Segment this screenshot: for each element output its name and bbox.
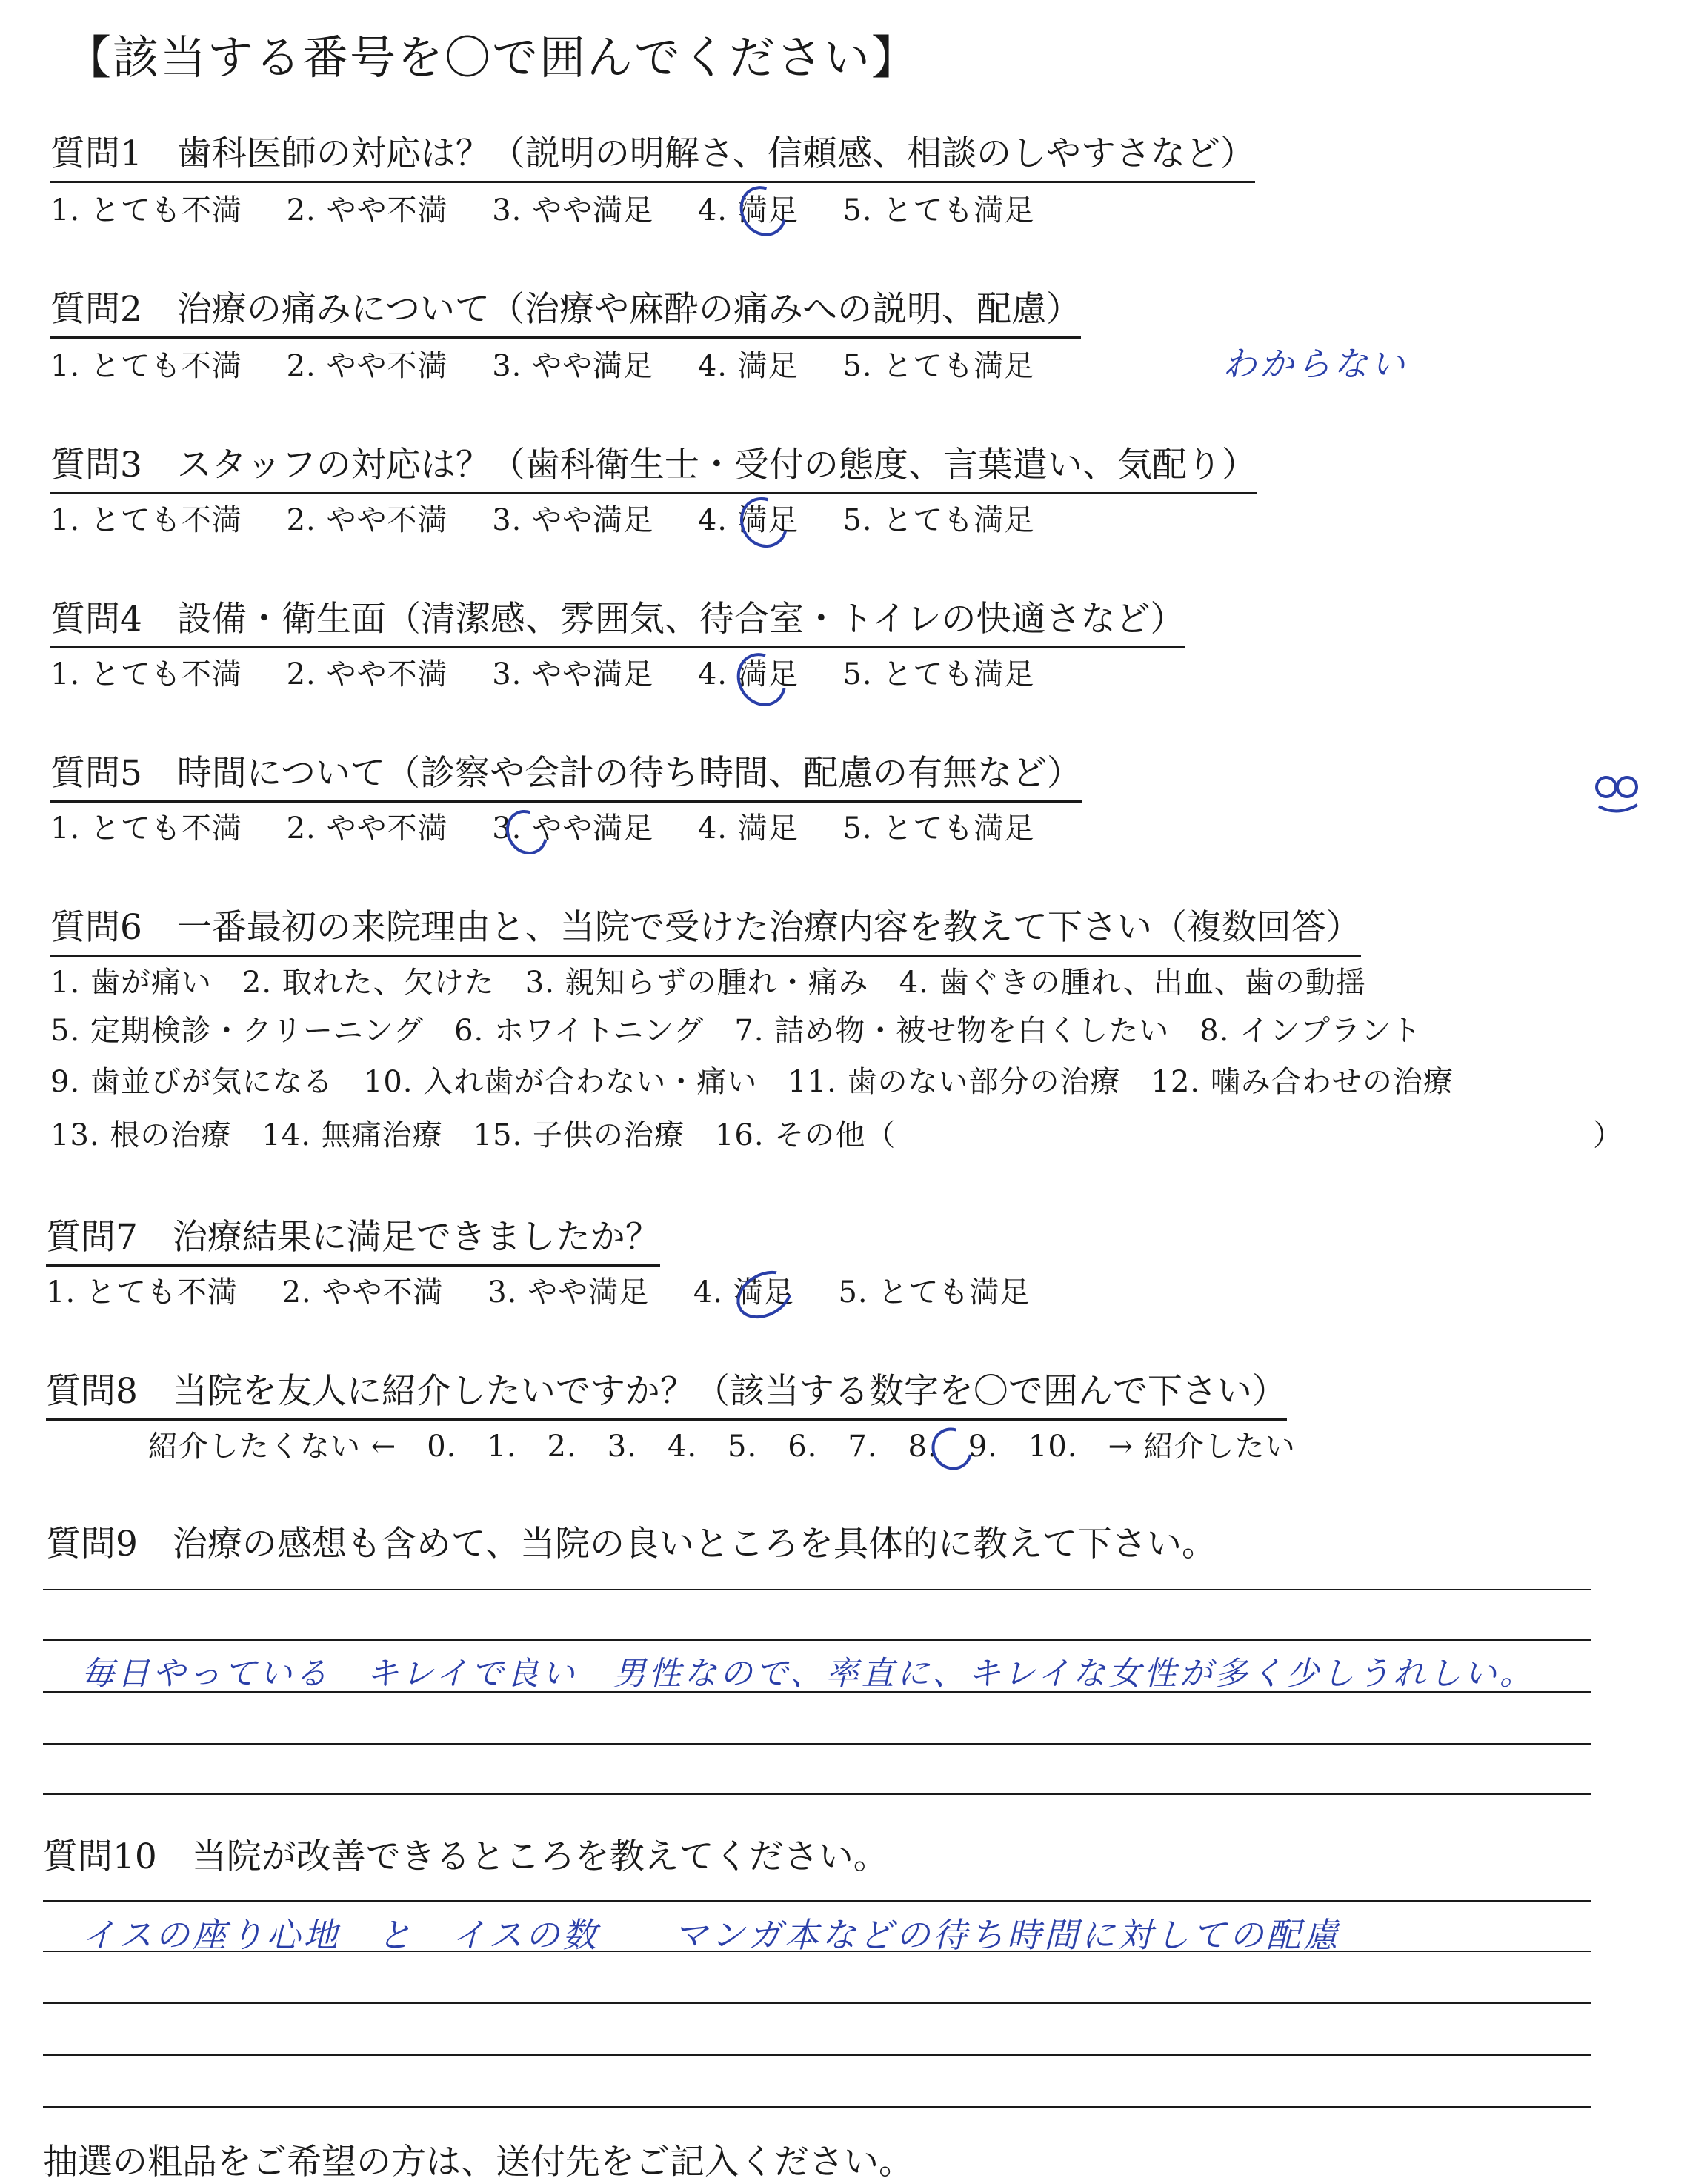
question-7-options (46, 1273, 1064, 1312)
q6-row-4-close: ） (1593, 1118, 1623, 1152)
question-5-options (50, 809, 1068, 848)
q4-option-5[interactable]: 5. とても満足 (842, 657, 1035, 691)
q1-option-2[interactable]: 2. やや不満 (286, 193, 448, 228)
question-2-options (50, 347, 1068, 385)
q5-option-5[interactable]: 5. とても満足 (842, 811, 1035, 846)
q8-scale: 紹介したくない ← 0. 1. 2. 3. 4. 5. 6. 7. 8. 9. 10. → 紹介したい (148, 1430, 1296, 1464)
q5-option-3[interactable]: 3. やや満足 (492, 811, 654, 846)
question-1-title: 質問1 歯科医師の対応は？（説明の明解さ、信頼感、相談のしやすさなど） (50, 132, 1255, 183)
q10-writing-line-3 (43, 2002, 1591, 2004)
q2-option-3[interactable]: 3. やや満足 (492, 349, 654, 383)
q3-option-2[interactable]: 2. やや不満 (286, 503, 448, 537)
page-title: 【該当する番号を〇で囲んでください】 (65, 30, 919, 84)
q7-option-1[interactable]: 1. とても不満 (46, 1275, 238, 1310)
q7-option-2[interactable]: 2. やや不満 (282, 1275, 444, 1310)
q7-option-5[interactable]: 5. とても満足 (838, 1275, 1031, 1310)
q3-option-5[interactable]: 5. とても満足 (842, 503, 1035, 537)
q2-option-5[interactable]: 5. とても満足 (842, 349, 1035, 383)
question-4-options (50, 655, 1068, 694)
q2-option-4[interactable]: 4. 満足 (697, 349, 799, 383)
q6-row-1: 1. 歯が痛い 2. 取れた、欠けた 3. 親知らずの腫れ・痛み 4. 歯ぐきの腫れ、出血、歯の動揺 (50, 966, 1366, 1000)
q7-selection-circle (728, 1261, 801, 1328)
q6-row-4: 13. 根の治療 14. 無痛治療 15. 子供の治療 16. その他（ (50, 1118, 896, 1152)
q3-option-1[interactable]: 1. とても不満 (50, 503, 242, 537)
q5-option-2[interactable]: 2. やや不満 (286, 811, 448, 846)
q5-option-1[interactable]: 1. とても不満 (50, 811, 242, 846)
question-3-title: 質問3 スタッフの対応は？（歯科衛生士・受付の態度、言葉遣い、気配り） (50, 443, 1257, 494)
q9-writing-line-5 (43, 1793, 1591, 1795)
q10-handwritten-answer[interactable]: イスの座り心地 と イスの数 マンガ本などの待ち時間に対しての配慮 (81, 1915, 1341, 1955)
q10-writing-line-5 (43, 2106, 1591, 2108)
q3-selection-circle (731, 488, 797, 557)
footer-instruction: 抽選の粗品をご希望の方は、送付先をご記入ください。 (43, 2142, 914, 2183)
q2-option-1[interactable]: 1. とても不満 (50, 349, 242, 383)
question-3-options (50, 501, 1068, 540)
q1-option-4[interactable]: 4. 満足 (697, 193, 799, 228)
q4-option-1[interactable]: 1. とても不満 (50, 657, 242, 691)
face-doodle-icon (1593, 771, 1645, 815)
q6-row-2: 5. 定期検診・クリーニング 6. ホワイトニング 7. 詰め物・被せ物を白くしたい 8. インプラント (50, 1014, 1422, 1048)
q1-option-3[interactable]: 3. やや満足 (492, 193, 654, 228)
q5-option-4[interactable]: 4. 満足 (697, 811, 799, 846)
q1-option-1[interactable]: 1. とても不満 (50, 193, 242, 228)
q6-row-3: 9. 歯並びが気になる 10. 入れ歯が合わない・痛い 11. 歯のない部分の治療 12. 噛み合わせの治療 (50, 1065, 1454, 1099)
q9-writing-line-1 (43, 1589, 1591, 1590)
q10-writing-line-4 (43, 2054, 1591, 2056)
q2-option-2[interactable]: 2. やや不満 (286, 349, 448, 383)
question-9-title: 質問9 治療の感想も含めて、当院の良いところを具体的に教えて下さい。 (46, 1524, 1217, 1564)
q4-option-2[interactable]: 2. やや不満 (286, 657, 448, 691)
question-10-title: 質問10 当院が改善できるところを教えてください。 (43, 1836, 888, 1877)
question-6-title: 質問6 一番最初の来院理由と、当院で受けた治療内容を教えて下さい（複数回答） (50, 906, 1361, 957)
question-1-options (50, 191, 1068, 230)
question-2-title: 質問2 治療の痛みについて（治療や麻酔の痛みへの説明、配慮） (50, 288, 1081, 339)
question-8-title: 質問8 当院を友人に紹介したいですか？（該当する数字を〇で囲んで下さい） (46, 1370, 1287, 1421)
q4-option-3[interactable]: 3. やや満足 (492, 657, 654, 691)
q1-option-5[interactable]: 5. とても満足 (842, 193, 1035, 228)
question-4-title: 質問4 設備・衛生面（清潔感、雰囲気、待合室・トイレの快適さなど） (50, 597, 1185, 648)
q10-writing-line-1 (43, 1900, 1591, 1902)
q3-option-3[interactable]: 3. やや満足 (492, 503, 654, 537)
q7-option-4[interactable]: 4. 満足 (693, 1275, 794, 1310)
q4-option-4[interactable]: 4. 満足 (697, 657, 799, 691)
question-5-title: 質問5 時間について（診察や会計の待ち時間、配慮の有無など） (50, 751, 1082, 803)
q9-writing-line-4 (43, 1743, 1591, 1745)
q2-handwritten-note: わからない (1222, 344, 1408, 384)
q1-selection-circle (731, 178, 796, 245)
q3-option-4[interactable]: 4. 満足 (697, 503, 799, 537)
q9-writing-line-2 (43, 1639, 1591, 1641)
q7-option-3[interactable]: 3. やや満足 (488, 1275, 650, 1310)
question-7-title: 質問7 治療結果に満足できましたか？ (46, 1215, 660, 1267)
q9-handwritten-answer[interactable]: 毎日やっている キレイで良い 男性なので、率直に、キレイな女性が多く少しうれしい。 (81, 1655, 1535, 1693)
